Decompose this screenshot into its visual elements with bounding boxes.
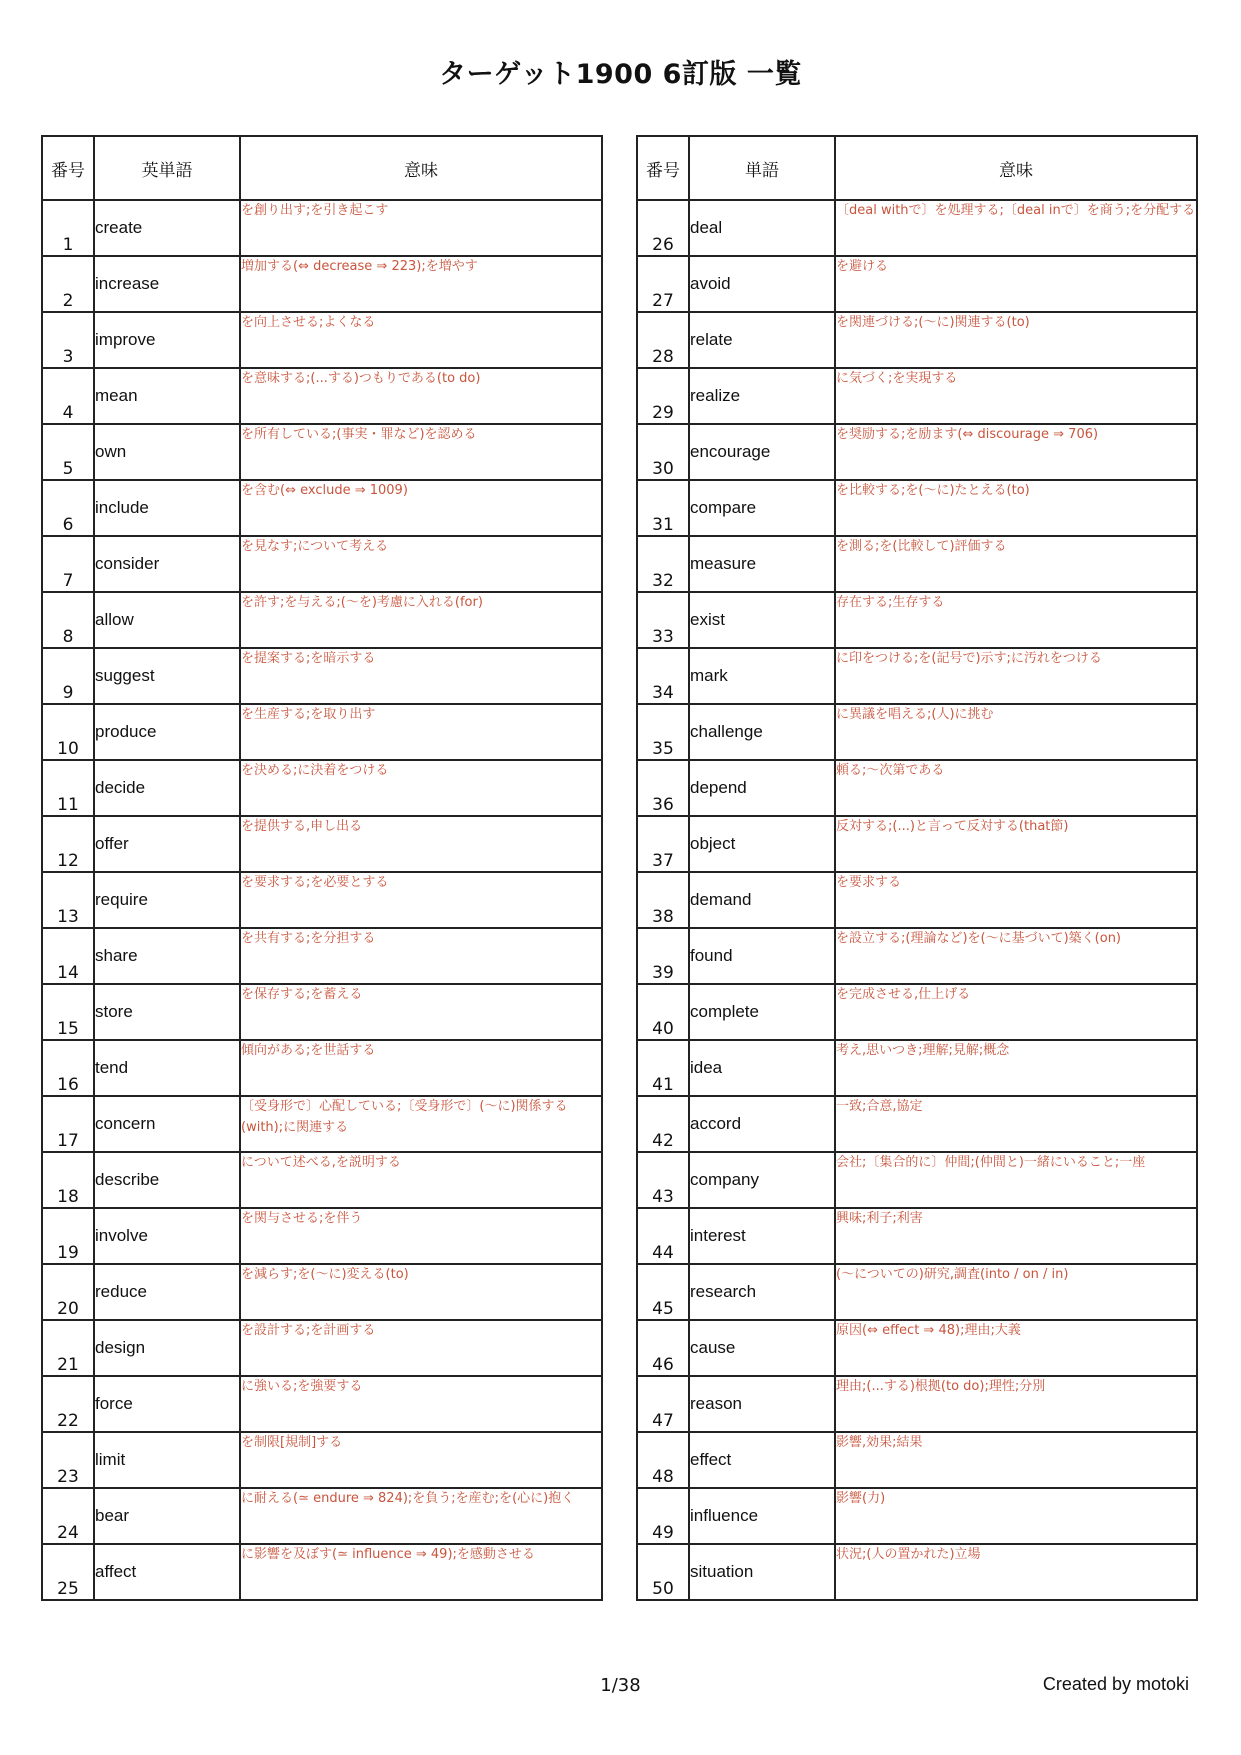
row-number: 22 (42, 1376, 94, 1432)
header-word: 英単語 (94, 136, 240, 200)
row-meaning: を所有している;(事実・罪など)を認める (240, 424, 602, 480)
row-number: 40 (637, 984, 689, 1040)
row-word: consider (94, 536, 240, 592)
row-meaning: について述べる,を説明する (240, 1152, 602, 1208)
row-number: 1 (42, 200, 94, 256)
table-row (637, 592, 1197, 648)
row-word: involve (94, 1208, 240, 1264)
table-row (42, 256, 602, 312)
table-header-row (637, 136, 1197, 200)
row-number: 45 (637, 1264, 689, 1320)
table-row (42, 592, 602, 648)
table-row (42, 1096, 602, 1152)
table-row (42, 1208, 602, 1264)
table-row (637, 424, 1197, 480)
row-meaning: を生産する;を取り出す (240, 704, 602, 760)
table-row (42, 312, 602, 368)
row-word: deal (689, 200, 835, 256)
row-word: include (94, 480, 240, 536)
row-meaning: 〔受身形で〕心配している;〔受身形で〕(〜に)関係する(with);に関連する (240, 1096, 602, 1152)
row-meaning: 理由;(...する)根拠(to do);理性;分別 (835, 1376, 1197, 1432)
row-word: tend (94, 1040, 240, 1096)
row-meaning: を向上させる;よくなる (240, 312, 602, 368)
row-number: 38 (637, 872, 689, 928)
row-word: mean (94, 368, 240, 424)
table-row (637, 1152, 1197, 1208)
row-word: realize (689, 368, 835, 424)
table-row (637, 200, 1197, 256)
row-number: 42 (637, 1096, 689, 1152)
table-row (42, 1544, 602, 1600)
row-word: require (94, 872, 240, 928)
row-number: 5 (42, 424, 94, 480)
row-number: 17 (42, 1096, 94, 1152)
row-meaning: を許す;を与える;(〜を)考慮に入れる(for) (240, 592, 602, 648)
table-row (637, 984, 1197, 1040)
table-row (42, 200, 602, 256)
row-meaning: を共有する;を分担する (240, 928, 602, 984)
table-row (637, 1264, 1197, 1320)
page-number: 1/38 (600, 1675, 641, 1696)
row-meaning: を決める;に決着をつける (240, 760, 602, 816)
row-meaning: 頼る;〜次第である (835, 760, 1197, 816)
table-row (42, 872, 602, 928)
row-meaning: 存在する;生存する (835, 592, 1197, 648)
row-meaning: 原因(⇔ effect ⇒ 48);理由;大義 (835, 1320, 1197, 1376)
table-row (637, 760, 1197, 816)
row-meaning: 〔deal withで〕を処理する;〔deal inで〕を商う;を分配する (835, 200, 1197, 256)
row-number: 39 (637, 928, 689, 984)
row-meaning: 状況;(人の置かれた)立場 (835, 1544, 1197, 1600)
row-word: mark (689, 648, 835, 704)
row-meaning: を制限[規制]する (240, 1432, 602, 1488)
row-number: 31 (637, 480, 689, 536)
table-row (42, 480, 602, 536)
credit-text: Created by motoki (1042, 1674, 1189, 1694)
row-meaning: 増加する(⇔ decrease ⇒ 223);を増やす (240, 256, 602, 312)
row-word: affect (94, 1544, 240, 1600)
row-meaning: に耐える(≃ endure ⇒ 824);を負う;を産む;を(心に)抱く (240, 1488, 602, 1544)
row-meaning: を要求する (835, 872, 1197, 928)
row-meaning: 一致;合意,協定 (835, 1096, 1197, 1152)
row-word: effect (689, 1432, 835, 1488)
row-meaning: を見なす;について考える (240, 536, 602, 592)
row-number: 24 (42, 1488, 94, 1544)
row-meaning: を含む(⇔ exclude ⇒ 1009) (240, 480, 602, 536)
row-word: improve (94, 312, 240, 368)
table-row (637, 1208, 1197, 1264)
row-meaning: を提案する;を暗示する (240, 648, 602, 704)
table-row (42, 760, 602, 816)
row-number: 32 (637, 536, 689, 592)
row-word: compare (689, 480, 835, 536)
row-number: 12 (42, 816, 94, 872)
row-word: influence (689, 1488, 835, 1544)
row-word: limit (94, 1432, 240, 1488)
row-meaning: に強いる;を強要する (240, 1376, 602, 1432)
row-number: 18 (42, 1152, 94, 1208)
row-word: reason (689, 1376, 835, 1432)
table-row (42, 1264, 602, 1320)
table-row (42, 536, 602, 592)
table-row (42, 704, 602, 760)
table-row (637, 648, 1197, 704)
row-word: allow (94, 592, 240, 648)
row-number: 47 (637, 1376, 689, 1432)
row-word: produce (94, 704, 240, 760)
header-meaning: 意味 (835, 136, 1197, 200)
row-number: 44 (637, 1208, 689, 1264)
row-word: create (94, 200, 240, 256)
page-title: ターゲット1900 6訂版 一覧 (439, 59, 802, 90)
row-number: 15 (42, 984, 94, 1040)
row-number: 33 (637, 592, 689, 648)
table-body-left (42, 200, 602, 1600)
row-word: reduce (94, 1264, 240, 1320)
row-number: 43 (637, 1152, 689, 1208)
row-word: found (689, 928, 835, 984)
row-number: 4 (42, 368, 94, 424)
table-row (42, 984, 602, 1040)
row-number: 41 (637, 1040, 689, 1096)
row-meaning: に影響を及ぼす(≃ influence ⇒ 49);を感動させる (240, 1544, 602, 1600)
row-word: design (94, 1320, 240, 1376)
row-word: own (94, 424, 240, 480)
row-word: situation (689, 1544, 835, 1600)
row-word: decide (94, 760, 240, 816)
row-meaning: に気づく;を実現する (835, 368, 1197, 424)
row-number: 11 (42, 760, 94, 816)
row-meaning: 考え,思いつき;理解;見解;概念 (835, 1040, 1197, 1096)
row-word: bear (94, 1488, 240, 1544)
row-number: 7 (42, 536, 94, 592)
table-row (42, 1376, 602, 1432)
row-word: interest (689, 1208, 835, 1264)
table-header-row (42, 136, 602, 200)
row-meaning: を設計する;を計画する (240, 1320, 602, 1376)
row-meaning: 会社;〔集合的に〕仲間;(仲間と)一緒にいること;一座 (835, 1152, 1197, 1208)
vocab-table-right (636, 135, 1198, 1601)
row-meaning: を保存する;を蓄える (240, 984, 602, 1040)
row-number: 35 (637, 704, 689, 760)
table-row (637, 1432, 1197, 1488)
row-number: 16 (42, 1040, 94, 1096)
row-number: 29 (637, 368, 689, 424)
row-word: cause (689, 1320, 835, 1376)
table-row (42, 816, 602, 872)
row-word: share (94, 928, 240, 984)
row-meaning: 影響(力) (835, 1488, 1197, 1544)
table-row (637, 256, 1197, 312)
row-meaning: 影響,効果;結果 (835, 1432, 1197, 1488)
row-meaning: を意味する;(...する)つもりである(to do) (240, 368, 602, 424)
row-word: avoid (689, 256, 835, 312)
row-number: 34 (637, 648, 689, 704)
row-word: suggest (94, 648, 240, 704)
row-meaning: を避ける (835, 256, 1197, 312)
row-word: accord (689, 1096, 835, 1152)
row-meaning: 興味;利子;利害 (835, 1208, 1197, 1264)
table-row (637, 1040, 1197, 1096)
row-word: describe (94, 1152, 240, 1208)
row-number: 14 (42, 928, 94, 984)
row-number: 26 (637, 200, 689, 256)
row-word: exist (689, 592, 835, 648)
row-number: 30 (637, 424, 689, 480)
row-word: concern (94, 1096, 240, 1152)
row-meaning: を完成させる,仕上げる (835, 984, 1197, 1040)
table-row (637, 1544, 1197, 1600)
table-row (637, 536, 1197, 592)
header-number: 番号 (42, 136, 94, 200)
row-word: measure (689, 536, 835, 592)
header-number: 番号 (637, 136, 689, 200)
table-row (637, 872, 1197, 928)
row-word: encourage (689, 424, 835, 480)
table-body-right (637, 200, 1197, 1600)
table-row (42, 928, 602, 984)
row-number: 25 (42, 1544, 94, 1600)
row-word: increase (94, 256, 240, 312)
row-meaning: を関連づける;(〜に)関連する(to) (835, 312, 1197, 368)
row-word: idea (689, 1040, 835, 1096)
table-row (42, 1432, 602, 1488)
table-row (42, 1040, 602, 1096)
header-word: 単語 (689, 136, 835, 200)
row-word: challenge (689, 704, 835, 760)
row-number: 13 (42, 872, 94, 928)
row-number: 19 (42, 1208, 94, 1264)
row-word: store (94, 984, 240, 1040)
table-row (637, 704, 1197, 760)
row-number: 37 (637, 816, 689, 872)
row-number: 49 (637, 1488, 689, 1544)
row-word: object (689, 816, 835, 872)
row-word: depend (689, 760, 835, 816)
table-row (637, 1320, 1197, 1376)
row-number: 21 (42, 1320, 94, 1376)
row-meaning: を比較する;を(〜に)たとえる(to) (835, 480, 1197, 536)
row-meaning: を要求する;を必要とする (240, 872, 602, 928)
row-meaning: を減らす;を(〜に)変える(to) (240, 1264, 602, 1320)
row-number: 8 (42, 592, 94, 648)
row-word: demand (689, 872, 835, 928)
row-number: 36 (637, 760, 689, 816)
row-number: 27 (637, 256, 689, 312)
row-meaning: 反対する;(...)と言って反対する(that節) (835, 816, 1197, 872)
row-meaning: を設立する;(理論など)を(〜に基づいて)築く(on) (835, 928, 1197, 984)
table-row (42, 424, 602, 480)
row-word: company (689, 1152, 835, 1208)
row-number: 10 (42, 704, 94, 760)
table-row (637, 816, 1197, 872)
row-meaning: を測る;を(比較して)評価する (835, 536, 1197, 592)
table-row (42, 1488, 602, 1544)
header-meaning: 意味 (240, 136, 602, 200)
table-row (637, 928, 1197, 984)
table-row (637, 1096, 1197, 1152)
table-row (637, 1488, 1197, 1544)
row-number: 46 (637, 1320, 689, 1376)
row-word: offer (94, 816, 240, 872)
table-row (637, 312, 1197, 368)
row-number: 9 (42, 648, 94, 704)
table-row (637, 1376, 1197, 1432)
row-number: 3 (42, 312, 94, 368)
row-meaning: に印をつける;を(記号で)示す;に汚れをつける (835, 648, 1197, 704)
row-word: research (689, 1264, 835, 1320)
table-row (637, 480, 1197, 536)
row-number: 28 (637, 312, 689, 368)
row-number: 2 (42, 256, 94, 312)
table-row (637, 368, 1197, 424)
row-meaning: を関与させる;を伴う (240, 1208, 602, 1264)
row-number: 50 (637, 1544, 689, 1600)
row-meaning: を創り出す;を引き起こす (240, 200, 602, 256)
row-number: 23 (42, 1432, 94, 1488)
table-row (42, 648, 602, 704)
row-number: 20 (42, 1264, 94, 1320)
table-row (42, 368, 602, 424)
row-meaning: を奨励する;を励ます(⇔ discourage ⇒ 706) (835, 424, 1197, 480)
table-row (42, 1152, 602, 1208)
row-meaning: (〜についての)研究,調査(into / on / in) (835, 1264, 1197, 1320)
row-meaning: 傾向がある;を世話する (240, 1040, 602, 1096)
table-row (42, 1320, 602, 1376)
vocab-table-left (41, 135, 603, 1601)
row-word: complete (689, 984, 835, 1040)
row-word: relate (689, 312, 835, 368)
row-meaning: に異議を唱える;(人)に挑む (835, 704, 1197, 760)
row-number: 48 (637, 1432, 689, 1488)
row-number: 6 (42, 480, 94, 536)
row-word: force (94, 1376, 240, 1432)
row-meaning: を提供する,申し出る (240, 816, 602, 872)
